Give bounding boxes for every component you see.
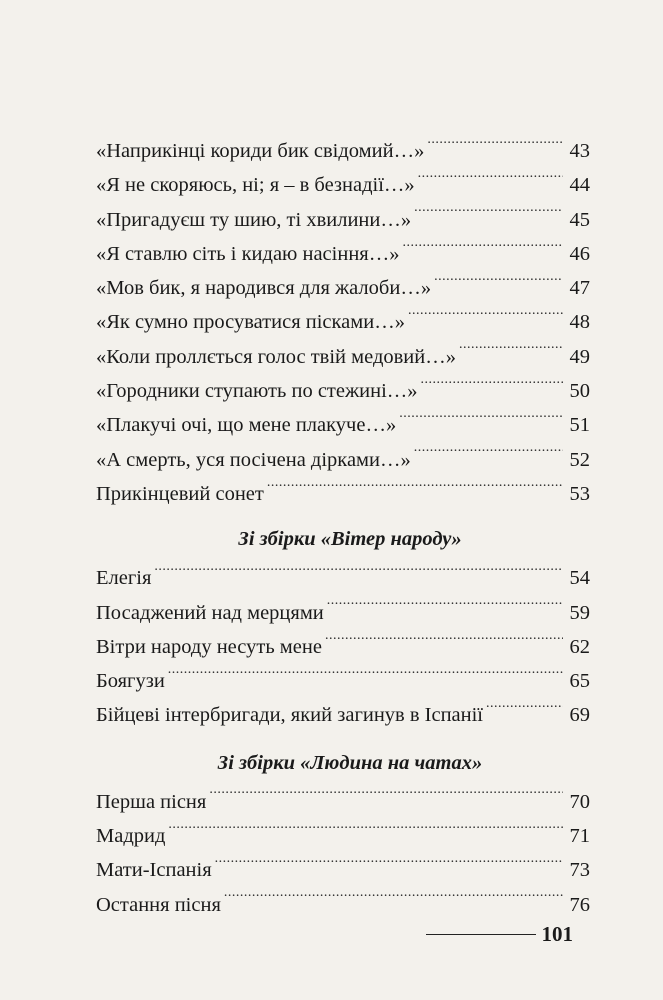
toc-entry-title: «Пригадуєш ту шию, ті хвилини…» [96,208,412,231]
section-heading: Зі збірки «Вітер народу» [238,528,462,551]
toc-entry-title: «Я ставлю сіть і кидаю насіння…» [96,242,400,265]
toc-entry [96,596,590,630]
toc-entry-title: «Плакучі очі, що мене плакуче…» [96,414,397,437]
toc-entry-page: 71 [569,825,590,848]
dot-leader [414,205,563,226]
toc-entry-title: Бійцеві інтербригади, який загинув в Іспанії [96,704,484,727]
page-footer [426,922,574,947]
toc-entry [96,340,590,374]
toc-entry-title: «А смерть, уся посічена дірками…» [96,448,411,471]
toc-entry-title: «Мов бик, я народився для жалоби…» [96,277,432,300]
toc-group-1 [96,134,590,511]
toc-entry-page: 45 [569,208,590,231]
toc-entry [96,271,590,305]
dot-leader [168,667,563,688]
toc-entry-page: 76 [569,893,590,916]
toc-entry-title: «Я не скоряюсь, ні; я – в безнадії…» [96,174,415,197]
dot-leader [402,239,563,260]
toc-entry [96,443,590,477]
toc-entry [96,853,590,887]
dot-leader [325,632,563,653]
toc-entry-page: 70 [569,790,590,813]
toc-entry [96,305,590,339]
dot-leader [486,701,563,722]
toc-entry-title: Мадрид [96,825,166,848]
dot-leader [209,787,563,808]
toc-entry [96,664,590,698]
toc-entry [96,408,590,442]
toc-entry-page: 48 [569,311,590,334]
toc-entry-page: 62 [569,635,590,658]
footer-rule [426,934,536,936]
toc-entry-page: 46 [569,242,590,265]
toc-entry-title: Вітри народу несуть мене [96,635,322,658]
dot-leader [399,411,563,432]
toc-entry [96,819,590,853]
toc-entry-page: 51 [569,414,590,437]
dot-leader [427,137,563,158]
toc-entry-page: 53 [569,482,590,505]
toc-entry-title: «Як сумно просуватися пісками…» [96,311,405,334]
toc-entry-page: 47 [569,277,590,300]
dot-leader [459,342,563,363]
dot-leader [224,890,563,911]
toc-entry-page: 44 [569,174,590,197]
dot-leader [327,598,563,619]
toc-entry-page: 52 [569,448,590,471]
dot-leader [418,171,563,192]
toc-entry [96,785,590,819]
toc-entry-title: Остання пісня [96,893,221,916]
dot-leader [421,377,563,398]
toc-entry-title: «Городники ступають по стежині…» [96,380,418,403]
toc-entry-title: Мати-Іспанія [96,859,212,882]
toc-entry-page: 69 [569,704,590,727]
toc-entry-page: 73 [569,859,590,882]
toc-entry-title: Перша пісня [96,790,207,813]
toc-entry-title: Посаджений над мерцями [96,601,324,624]
toc-entry [96,888,590,922]
toc-entry [96,477,590,511]
toc-entry [96,561,590,595]
toc-entry-title: «Наприкінці кориди бик свідомий…» [96,140,425,162]
dot-leader [215,856,563,877]
dot-leader [434,274,563,295]
dot-leader [408,308,563,329]
toc-entry-title: «Коли проллється голос твій медовий…» [96,345,457,368]
toc-entry-page: 65 [569,670,590,693]
toc-entry [96,630,590,664]
toc-entry [96,168,590,202]
toc-entry-page: 50 [569,380,590,403]
toc-entry [96,698,590,732]
table-of-contents [96,134,590,922]
dot-leader [267,479,563,500]
section-heading: Зі збірки «Людина на чатах» [217,751,483,774]
toc-entry-title: Елегія [96,567,152,590]
toc-group-3 [96,785,590,922]
toc-entry-title: Боягузи [96,670,165,693]
toc-entry-page: 43 [569,140,590,162]
toc-entry-page: 59 [569,601,590,624]
toc-entry [96,134,590,168]
page-number: 101 [541,922,573,946]
dot-leader [154,564,563,585]
toc-group-2 [96,561,590,732]
dot-leader [168,822,563,843]
toc-entry [96,374,590,408]
toc-entry [96,237,590,271]
toc-entry [96,203,590,237]
toc-entry-page: 49 [569,345,590,368]
toc-entry-title: Прикінцевий сонет [96,482,264,505]
dot-leader [414,445,563,466]
toc-entry-page: 54 [569,567,590,590]
